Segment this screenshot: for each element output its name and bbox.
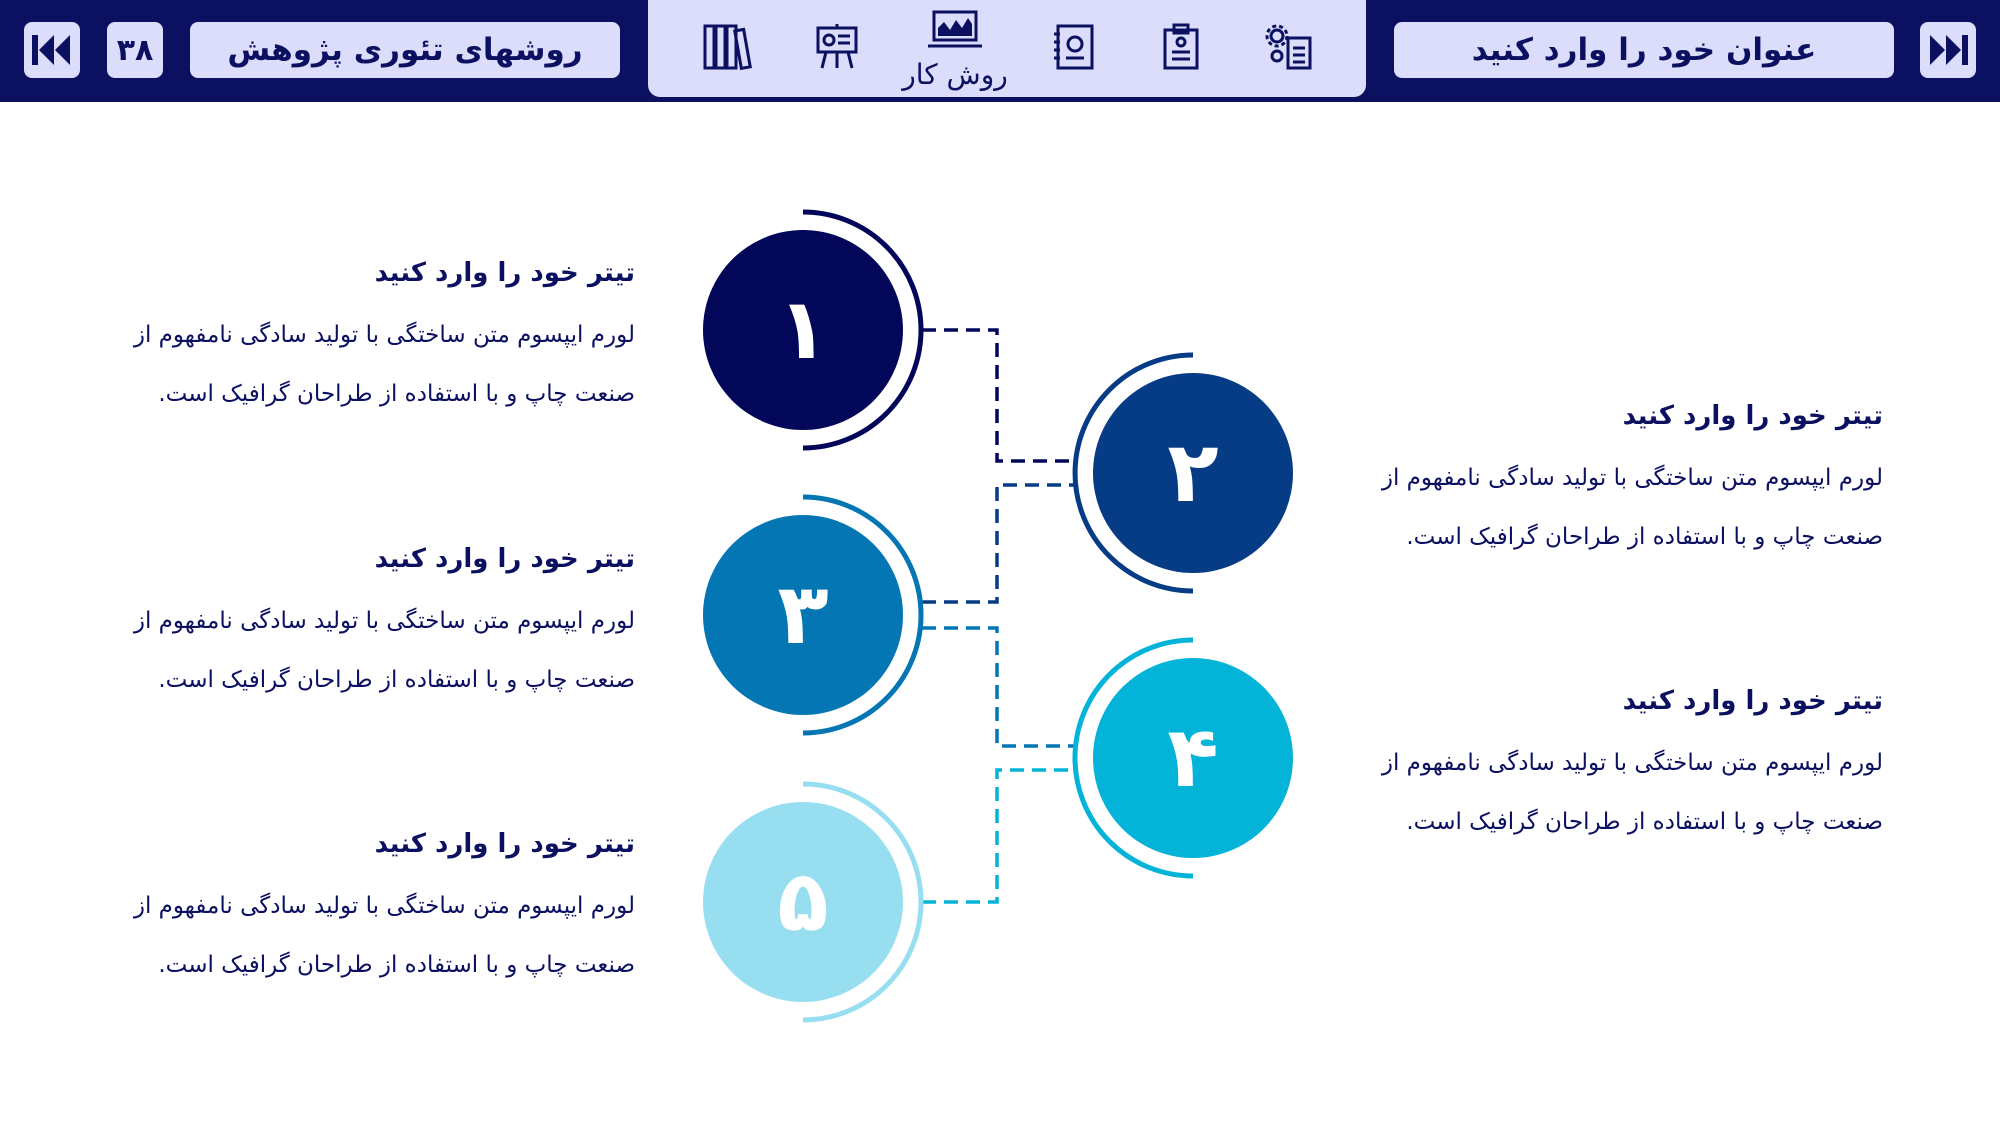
step-1-number: ۱ xyxy=(777,280,829,378)
step-3-body: لورم ایپسوم متن ساختگی با تولید سادگی نامفهوم از صنعت چاپ و با استفاده از طراحان گرافیک است. xyxy=(133,608,635,693)
step-4-body: لورم ایپسوم متن ساختگی با تولید سادگی نامفهوم از صنعت چاپ و با استفاده از طراحان گرافیک است. xyxy=(1381,750,1883,835)
step-5-body: لورم ایپسوم متن ساختگی با تولید سادگی نامفهوم از صنعت چاپ و با استفاده از طراحان گرافیک است. xyxy=(133,893,635,978)
step-2-body: لورم ایپسوم متن ساختگی با تولید سادگی نامفهوم از صنعت چاپ و با استفاده از طراحان گرافیک است. xyxy=(1381,465,1883,550)
step-4-title: تیتر خود را وارد کنید xyxy=(1622,686,1883,716)
connector-3-2 xyxy=(922,485,1075,602)
step-1-title: تیتر خود را وارد کنید xyxy=(374,258,635,288)
active-tab-label: روش کار xyxy=(902,58,1008,91)
page-number: ۳۸ xyxy=(107,22,163,78)
step-5-title: تیتر خود را وارد کنید xyxy=(374,829,635,859)
step-5-number: ۵ xyxy=(777,852,829,950)
step-3-title: تیتر خود را وارد کنید xyxy=(374,544,635,574)
connector-3-4 xyxy=(922,628,1075,746)
connector-1-2 xyxy=(922,330,1075,461)
step-3-number: ۳ xyxy=(777,565,829,663)
step-2-title: تیتر خود را وارد کنید xyxy=(1622,401,1883,431)
step-2-number: ۲ xyxy=(1167,423,1219,521)
section-title: روشهای تئوری پژوهش xyxy=(190,22,620,78)
step-4-number: ۴ xyxy=(1167,708,1219,806)
main-title: عنوان خود را وارد کنید xyxy=(1394,22,1894,78)
connector-5-4 xyxy=(922,770,1075,902)
step-1-body: لورم ایپسوم متن ساختگی با تولید سادگی نامفهوم از صنعت چاپ و با استفاده از طراحان گرافیک است. xyxy=(133,322,635,407)
